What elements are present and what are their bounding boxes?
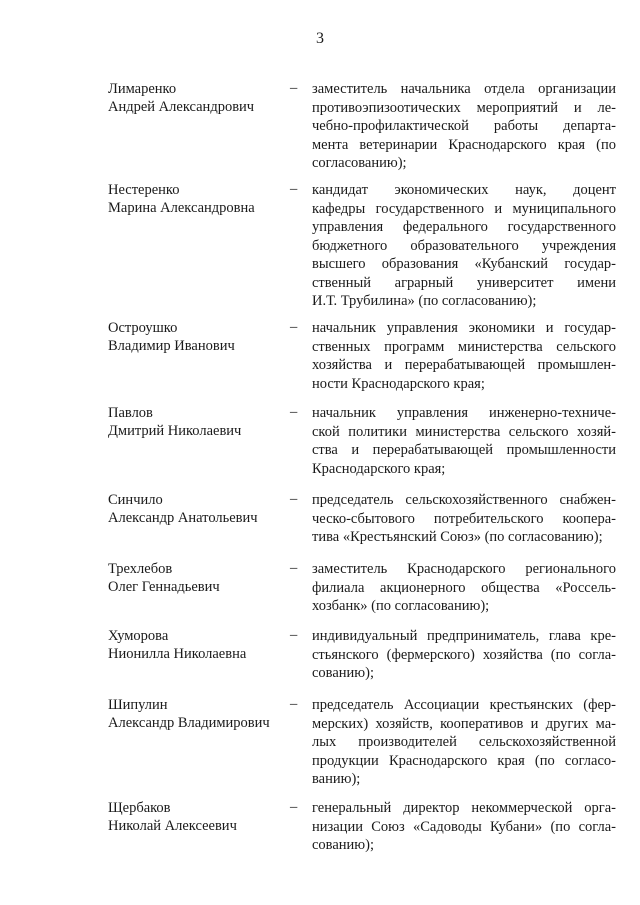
position-line: лых производителей сельскохозяйственной <box>312 734 616 750</box>
member-surname: Шипулин <box>108 697 168 713</box>
member-surname: Лимаренко <box>108 81 177 97</box>
member-name <box>108 80 288 116</box>
member-given-names: Дмитрий Николаевич <box>108 423 242 439</box>
member-surname: Павлов <box>108 405 153 421</box>
position-line: хозяйства и перерабатывающей промышлен- <box>312 357 616 373</box>
position-line: тива «Крестьянский Союз» (по согласованию); <box>312 529 603 545</box>
position-line: стьянского (фермерского) хозяйства (по согла- <box>312 646 616 663</box>
member-position <box>312 799 616 855</box>
position-line: ческо-сбытового потребительского коопера- <box>312 510 616 527</box>
position-line: согласованию); <box>312 155 407 171</box>
position-line: начальник управления экономики и государ- <box>312 320 616 336</box>
position-line: заместитель Краснодарского регионального <box>312 561 616 577</box>
position-line: кандидат экономических наук, доцент <box>312 182 616 198</box>
member-name <box>108 181 288 217</box>
member-surname: Нестеренко <box>108 182 180 198</box>
member-name <box>108 404 288 440</box>
position-line: генеральный директор некоммерческой орга- <box>312 800 616 816</box>
dash-separator: – <box>290 696 298 712</box>
position-line: ства и перерабатывающей промышленности <box>312 442 616 458</box>
position-line: продукции Краснодарского края (по согласо- <box>312 752 616 769</box>
member-name <box>108 319 288 355</box>
member-given-names: Андрей Александрович <box>108 99 255 115</box>
dash-separator: – <box>290 80 298 96</box>
position-line: сованию); <box>312 837 374 853</box>
member-position <box>312 696 616 789</box>
position-line: бюджетного образовательного учреждения <box>312 237 616 254</box>
member-surname: Трехлебов <box>108 561 173 577</box>
dash-separator: – <box>290 181 298 197</box>
member-name <box>108 799 288 835</box>
member-surname: Синчило <box>108 492 163 508</box>
position-line: мента ветеринарии Краснодарского края (по <box>312 136 616 153</box>
member-given-names: Владимир Иванович <box>108 338 235 354</box>
member-position <box>312 181 616 311</box>
member-position <box>312 404 616 478</box>
position-line: управления федерального государственного <box>312 219 616 235</box>
position-line: мерских) хозяйств, кооперативов и других ма- <box>312 715 616 732</box>
member-name <box>108 696 288 732</box>
member-name <box>108 491 288 527</box>
position-line: ственных программ министерства сельского <box>312 338 616 355</box>
position-line: председатель сельскохозяйственного снабжен- <box>312 492 616 508</box>
position-line: И.Т. Трубилина» (по согласованию); <box>312 293 537 309</box>
position-line: ванию); <box>312 771 361 787</box>
page-number: 3 <box>316 30 324 47</box>
position-line: заместитель начальника отдела организации <box>312 81 616 97</box>
dash-separator: – <box>290 404 298 420</box>
dash-separator: – <box>290 799 298 815</box>
dash-separator: – <box>290 491 298 507</box>
member-name <box>108 560 288 596</box>
dash-separator: – <box>290 627 298 643</box>
member-given-names: Марина Александровна <box>108 200 255 216</box>
member-given-names: Александр Анатольевич <box>108 510 258 526</box>
member-given-names: Олег Геннадьевич <box>108 579 220 595</box>
position-line: Краснодарского края; <box>312 460 446 477</box>
member-position <box>312 491 616 547</box>
position-line: высшего образования «Кубанский государ- <box>312 256 616 272</box>
member-position <box>312 319 616 393</box>
member-surname: Остроушко <box>108 320 178 336</box>
position-line: сованию); <box>312 665 374 681</box>
position-line: председатель Ассоциации крестьянских (фер- <box>312 697 616 713</box>
dash-separator: – <box>290 319 298 335</box>
position-line: ской политики министерства сельского хозяй- <box>312 423 616 440</box>
position-line: ственный аграрный университет имени <box>312 274 616 291</box>
position-line: чебно-профилактической работы департа- <box>312 118 616 134</box>
position-line: кафедры государственного и муниципального <box>312 200 616 217</box>
member-name <box>108 627 288 663</box>
position-line: филиала акционерного общества «Россель- <box>312 579 616 596</box>
member-surname: Хуморова <box>108 628 169 644</box>
member-given-names: Николай Алексеевич <box>108 818 237 834</box>
position-line: противоэпизоотических мероприятий и ле- <box>312 99 616 116</box>
member-surname: Щербаков <box>108 800 171 816</box>
position-line: индивидуальный предприниматель, глава кре- <box>312 628 616 644</box>
dash-separator: – <box>290 560 298 576</box>
member-position <box>312 80 616 173</box>
member-position <box>312 560 616 616</box>
position-line: хозбанк» (по согласованию); <box>312 598 490 614</box>
position-line: начальник управления инженерно-техниче- <box>312 405 616 421</box>
member-given-names: Нионилла Николаевна <box>108 646 247 662</box>
member-position <box>312 627 616 683</box>
member-given-names: Александр Владимирович <box>108 715 270 731</box>
position-line: низации Союз «Садоводы Кубани» (по согла- <box>312 818 616 835</box>
position-line: ности Краснодарского края; <box>312 375 485 392</box>
